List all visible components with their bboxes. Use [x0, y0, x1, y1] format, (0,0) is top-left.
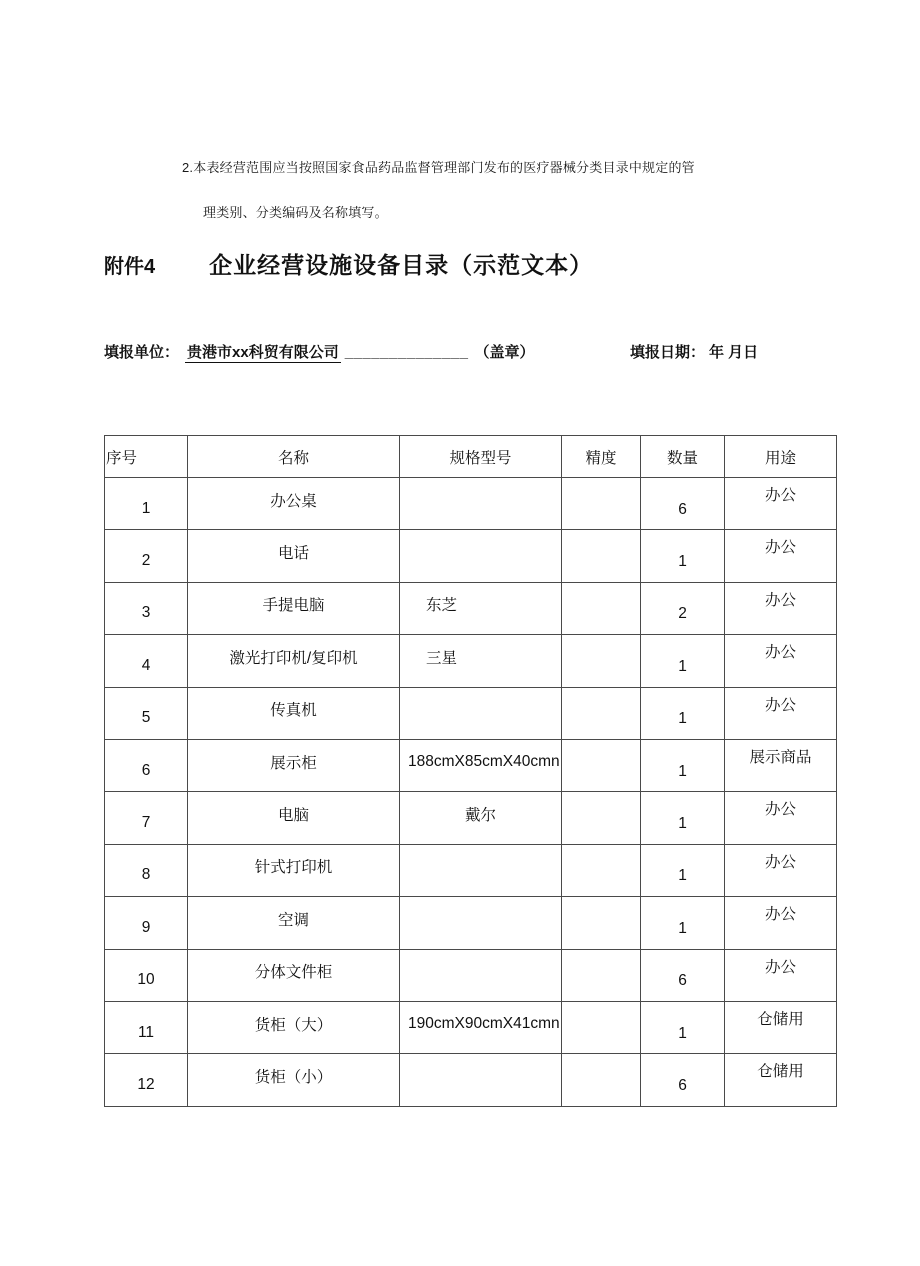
cell-no: 2	[105, 530, 188, 582]
cell-no: 1	[105, 478, 188, 530]
table-header-row	[105, 436, 837, 478]
note-line-2: 理类别、分类编码及名称填写。	[203, 205, 388, 220]
cell-no: 9	[105, 897, 188, 949]
cell-spec: 三星	[400, 635, 562, 687]
equipment-table-body	[105, 478, 837, 1107]
form-row	[104, 341, 844, 365]
cell-name: 分体文件柜	[188, 949, 400, 1001]
cell-no: 10	[105, 949, 188, 1001]
table-row	[105, 687, 837, 739]
cell-use: 仓储用	[725, 1001, 837, 1053]
table-row	[105, 844, 837, 896]
cell-spec	[400, 1054, 562, 1106]
cell-precision	[562, 687, 641, 739]
cell-use: 展示商品	[725, 739, 837, 791]
cell-spec: 190cmX90cmX41cmn	[400, 1001, 562, 1053]
cell-qty: 1	[641, 792, 725, 844]
cell-precision	[562, 530, 641, 582]
unit-blank-line: ______________	[344, 344, 469, 361]
cell-spec	[400, 687, 562, 739]
cell-precision	[562, 897, 641, 949]
cell-qty: 1	[641, 687, 725, 739]
cell-qty: 2	[641, 582, 725, 634]
cell-spec: 东芝	[400, 582, 562, 634]
cell-precision	[562, 792, 641, 844]
date-label: 填报日期：	[630, 344, 706, 361]
cell-qty: 1	[641, 635, 725, 687]
cell-name: 展示柜	[188, 739, 400, 791]
cell-use: 办公	[725, 478, 837, 530]
equipment-table	[104, 435, 837, 1107]
cell-spec	[400, 844, 562, 896]
cell-qty: 1	[641, 739, 725, 791]
cell-name: 办公桌	[188, 478, 400, 530]
table-row	[105, 1054, 837, 1106]
cell-spec: 188cmX85cmX40cmn	[400, 739, 562, 791]
date-value: 年 月日	[709, 344, 759, 361]
col-header-name: 名称	[188, 436, 400, 478]
cell-no: 8	[105, 844, 188, 896]
col-header-qty: 数量	[641, 436, 725, 478]
cell-use: 仓储用	[725, 1054, 837, 1106]
cell-use: 办公	[725, 687, 837, 739]
cell-use: 办公	[725, 844, 837, 896]
cell-spec	[400, 949, 562, 1001]
cell-name: 传真机	[188, 687, 400, 739]
table-row	[105, 1001, 837, 1053]
attachment-label: 附件4	[104, 256, 156, 278]
cell-precision	[562, 635, 641, 687]
cell-no: 7	[105, 792, 188, 844]
cell-use: 办公	[725, 582, 837, 634]
cell-spec	[400, 530, 562, 582]
cell-use: 办公	[725, 949, 837, 1001]
cell-qty: 1	[641, 844, 725, 896]
table-row	[105, 582, 837, 634]
cell-name: 手提电脑	[188, 582, 400, 634]
cell-precision	[562, 478, 641, 530]
cell-precision	[562, 1054, 641, 1106]
cell-use: 办公	[725, 897, 837, 949]
cell-spec	[400, 897, 562, 949]
cell-name: 空调	[188, 897, 400, 949]
seal-label: （盖章）	[474, 344, 535, 361]
cell-no: 6	[105, 739, 188, 791]
cell-use: 办公	[725, 792, 837, 844]
note-line-1: 2.本表经营范围应当按照国家食品药品监督管理部门发布的医疗器械分类目录中规定的管	[182, 160, 695, 175]
cell-precision	[562, 1001, 641, 1053]
page-title: 企业经营设施设备目录（示范文本）	[209, 252, 594, 278]
cell-spec: 戴尔	[400, 792, 562, 844]
cell-use: 办公	[725, 635, 837, 687]
col-header-use: 用途	[725, 436, 837, 478]
cell-qty: 1	[641, 1001, 725, 1053]
cell-name: 电话	[188, 530, 400, 582]
cell-no: 11	[105, 1001, 188, 1053]
cell-no: 4	[105, 635, 188, 687]
table-row	[105, 792, 837, 844]
table-row	[105, 530, 837, 582]
cell-qty: 6	[641, 478, 725, 530]
table-row	[105, 478, 837, 530]
unit-label: 填报单位：	[104, 344, 180, 361]
table-row	[105, 897, 837, 949]
cell-name: 电脑	[188, 792, 400, 844]
date-group	[630, 341, 758, 362]
cell-qty: 1	[641, 897, 725, 949]
cell-name: 货柜（大）	[188, 1001, 400, 1053]
cell-name: 货柜（小）	[188, 1054, 400, 1106]
cell-precision	[562, 739, 641, 791]
table-row	[105, 635, 837, 687]
cell-name: 激光打印机/复印机	[188, 635, 400, 687]
cell-precision	[562, 844, 641, 896]
col-header-spec: 规格型号	[400, 436, 562, 478]
cell-no: 5	[105, 687, 188, 739]
cell-qty: 6	[641, 949, 725, 1001]
table-row	[105, 739, 837, 791]
cell-spec	[400, 478, 562, 530]
unit-value: 贵港市xx科贸有限公司	[187, 344, 339, 361]
cell-no: 3	[105, 582, 188, 634]
cell-qty: 1	[641, 530, 725, 582]
cell-qty: 6	[641, 1054, 725, 1106]
col-header-no: 序号	[105, 436, 188, 478]
cell-use: 办公	[725, 530, 837, 582]
cell-precision	[562, 582, 641, 634]
cell-precision	[562, 949, 641, 1001]
cell-no: 12	[105, 1054, 188, 1106]
cell-name: 针式打印机	[188, 844, 400, 896]
title-row	[104, 247, 593, 280]
col-header-precision: 精度	[562, 436, 641, 478]
table-row	[105, 949, 837, 1001]
